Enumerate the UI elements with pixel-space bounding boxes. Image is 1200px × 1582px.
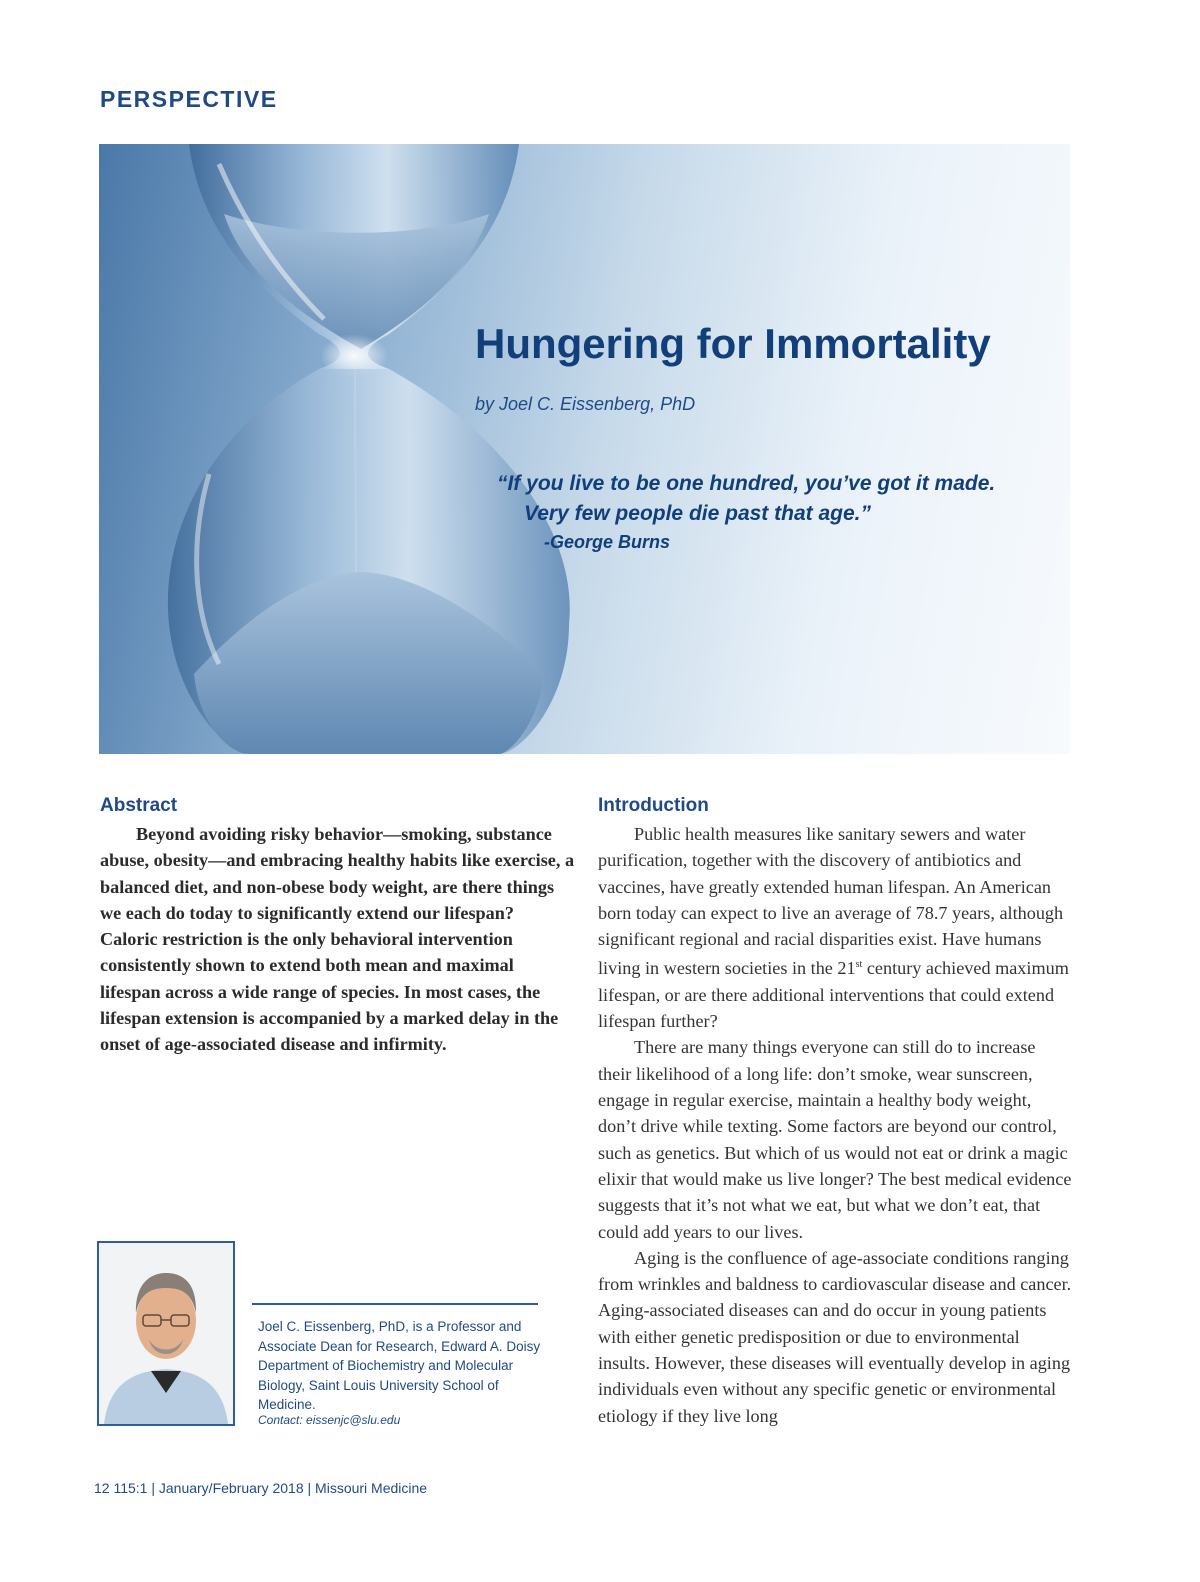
section-label: PERSPECTIVE [100, 86, 278, 112]
abstract-body: Beyond avoiding risky behavior—smoking, substance abuse, obesity—and embracing healthy habits like exercise, a balanced diet, and non-obese body weight, are there things we each do today to significantly extend our lifespan? Caloric restriction is the only behavioral intervention consistently shown to extend both mean and maximal lifespan across a wide range of species. In most cases, the lifespan extension is accompanied by a marked delay in the onset of age-associated disease and infirmity. [100, 824, 575, 1055]
introduction-paragraph-1-text-cont: century achieved maximum lifespan, or are there additional interventions that could extend lifespan further? [598, 958, 1069, 1032]
author-contact: Contact: eissenjc@slu.edu [258, 1413, 401, 1427]
introduction-heading: Introduction [598, 795, 709, 816]
author-bio: Joel C. Eissenberg, PhD, is a Professor and Associate Dean for Research, Edward A. Doisy Department of Biochemistry and Molecular Biology, Saint Louis University School of Medicine. [258, 1319, 541, 1412]
page-footer: 12 115:1 | January/February 2018 | Missouri Medicine [94, 1480, 428, 1496]
introduction-paragraph-1 [598, 821, 1073, 1034]
introduction-paragraph-2: There are many things everyone can still do to increase their likelihood of a long life: don’t smoke, wear sunscreen, engage in regular exercise, maintain a healthy body weight, don’t drive while texting. Some factors are beyond our control, such as genetics. But which of us would not eat or drink a magic elixir that would make us live longer? The best medical evidence suggests that it’s not what we eat, but what we don’t eat, that could add years to our lives. [598, 1037, 1072, 1242]
abstract-heading: Abstract [100, 795, 178, 816]
epigraph-attribution: -George Burns [544, 532, 671, 552]
author-photo [97, 1241, 235, 1426]
introduction-paragraph-3: Aging is the confluence of age-associate conditions ranging from wrinkles and baldness to cardiovascular disease and cancer. Aging-associated diseases can and do occur in young patients with either genetic predisposition or due to environmental insults. However, these diseases will eventually develop in aging individuals even without any specific genetic or environmental etiology if they live long [598, 1247, 1072, 1426]
bio-divider [252, 1303, 538, 1305]
hero-banner [99, 144, 1070, 754]
article-title: Hungering for Immortality [475, 320, 991, 367]
hourglass-illustration [99, 144, 1070, 754]
epigraph-line-1: “If you live to be one hundred, you’ve got it made. [497, 472, 996, 495]
byline: by Joel C. Eissenberg, PhD [475, 394, 696, 414]
introduction-paragraph-1-text: Public health measures like sanitary sewers and water purification, together with the discovery of antibiotics and vaccines, have greatly extended human lifespan. An American born today can expect to live an average of 78.7 years, although significant regional and racial disparities exist. Have humans living in western societies in the 21 [598, 824, 1064, 979]
introduction-body [598, 821, 1073, 1429]
author-portrait-image [99, 1243, 233, 1424]
epigraph-line-2: Very few people die past that age.” [524, 502, 871, 525]
superscript-st: st [855, 959, 863, 971]
